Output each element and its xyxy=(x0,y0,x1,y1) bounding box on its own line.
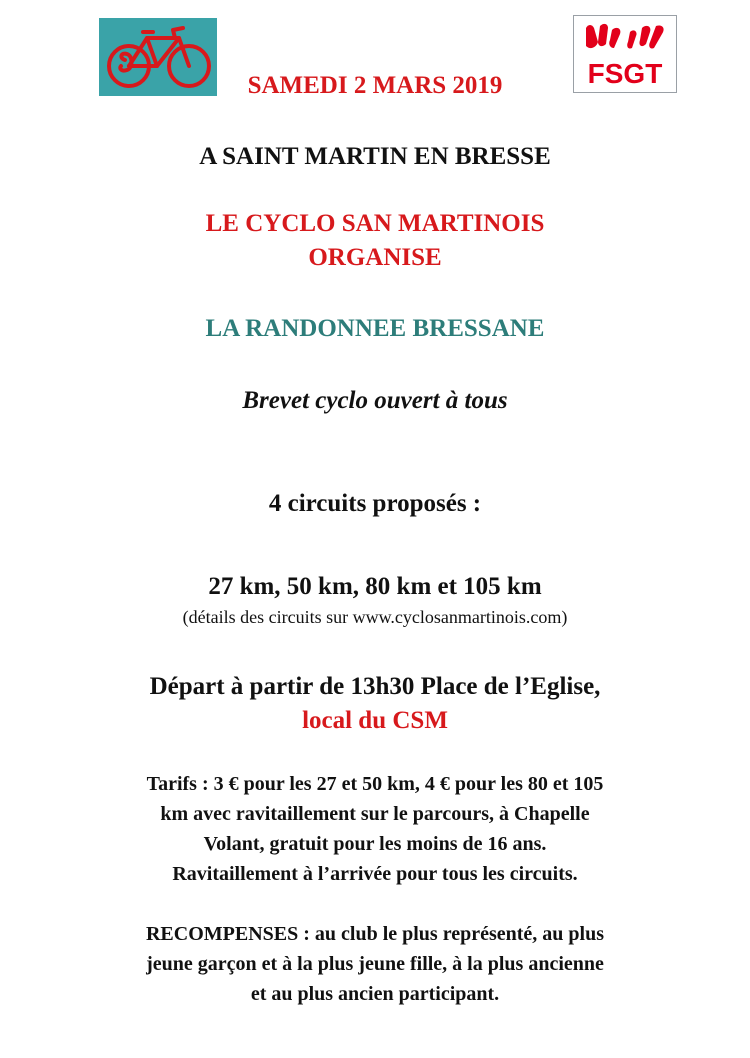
tarifs-line-3: Volant, gratuit pour les moins de 16 ans. xyxy=(203,833,547,855)
event-date: SAMEDI 2 MARS 2019 xyxy=(247,72,503,99)
raised-hands-icon xyxy=(574,18,676,62)
depart-line-1: Départ à partir de 13h30 Place de l’Eglise, xyxy=(149,673,601,700)
recompenses-line-2: jeune garçon et à la plus jeune fille, à la plus ancienne xyxy=(146,953,604,975)
tarifs-line-4: Ravitaillement à l’arrivée pour tous les circuits. xyxy=(172,863,578,885)
event-name: LA RANDONNEE BRESSANE xyxy=(205,315,545,342)
recompenses-line-1: RECOMPENSES : au club le plus représenté, au plus xyxy=(145,923,605,945)
depart-line-2: local du CSM xyxy=(302,707,448,734)
organiser-line-1: LE CYCLO SAN MARTINOIS xyxy=(205,210,545,237)
circuits-heading: 4 circuits proposés : xyxy=(268,490,482,517)
tarifs-line-1: Tarifs : 3 € pour les 27 et 50 km, 4 € pour les 80 et 105 xyxy=(146,773,604,795)
circuits-distances: 27 km, 50 km, 80 km et 105 km xyxy=(208,573,542,600)
organiser-line-2: ORGANISE xyxy=(308,244,442,271)
recompenses-line-3: et au plus ancien participant. xyxy=(250,983,500,1005)
circuits-details: (détails des circuits sur www.cyclosanmartinois.com) xyxy=(182,607,568,627)
tarifs-line-2: km avec ravitaillement sur le parcours, à Chapelle xyxy=(160,803,590,825)
fsgt-wordmark: FSGT xyxy=(587,58,663,89)
event-subtitle: Brevet cyclo ouvert à tous xyxy=(242,387,508,414)
event-location: A SAINT MARTIN EN BRESSE xyxy=(199,143,551,170)
